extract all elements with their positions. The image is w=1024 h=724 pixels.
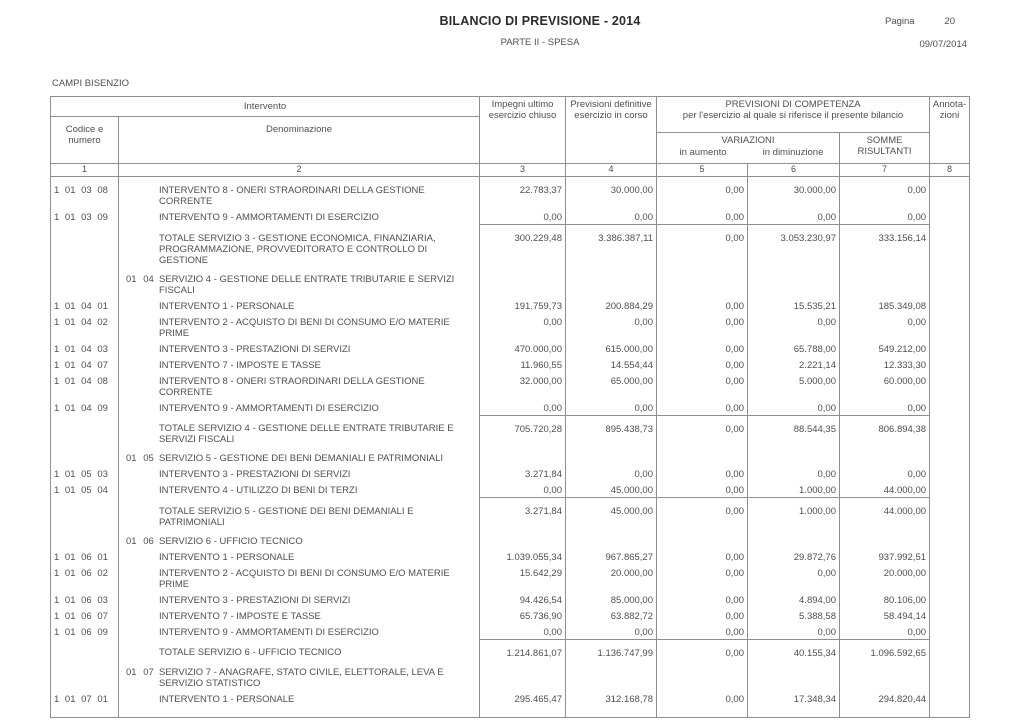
document-subtitle: PARTE II - SPESA [500, 37, 580, 48]
cell-value: 44.000,00 [840, 481, 930, 498]
header-variazioni-split [658, 147, 838, 158]
column-number-4: 4 [566, 164, 657, 177]
denominazione-text: INTERVENTO 1 - PERSONALE [159, 551, 295, 563]
cell-annotazioni [930, 623, 970, 640]
cell-value: 200.884,29 [566, 297, 657, 313]
denominazione-text: TOTALE SERVIZIO 4 - GESTIONE DELLE ENTRATE TRIBUTARIE E SERVIZI FISCALI [159, 423, 454, 445]
cell-value [748, 268, 840, 297]
cell-annotazioni [930, 177, 970, 209]
cell-value: 3.271,84 [480, 498, 566, 530]
cell-codice: 1 01 04 01 [51, 297, 119, 313]
cell-annotazioni [930, 548, 970, 564]
cell-value [748, 530, 840, 548]
cell-value: 20.000,00 [566, 564, 657, 591]
cell-annotazioni [930, 447, 970, 465]
cell-value: 0,00 [657, 481, 748, 498]
cell-value: 0,00 [566, 208, 657, 225]
cell-value: 3.271,84 [480, 465, 566, 481]
cell-value: 0,00 [657, 297, 748, 313]
cell-denominazione [119, 225, 480, 268]
cell-value: 15.642,29 [480, 564, 566, 591]
cell-value: 0,00 [480, 623, 566, 640]
cell-value: 967.865,27 [566, 548, 657, 564]
cell-annotazioni [930, 639, 970, 661]
cell-value [657, 661, 748, 690]
cell-value: 0,00 [748, 313, 840, 340]
cell-value: 0,00 [657, 639, 748, 661]
cell-value: 30.000,00 [748, 177, 840, 209]
cell-value: 0,00 [840, 177, 930, 209]
cell-value: 0,00 [657, 177, 748, 209]
table-row-intervento [51, 564, 970, 591]
header-intervento: Intervento [51, 97, 480, 117]
cell-value [840, 530, 930, 548]
column-number-6: 6 [748, 164, 840, 177]
cell-value: 14.554,44 [566, 356, 657, 372]
table-row-intervento [51, 356, 970, 372]
table-row-intervento [51, 399, 970, 416]
table-row-intervento [51, 177, 970, 209]
header-variazioni [657, 133, 840, 164]
header-annotazioni [930, 97, 970, 164]
column-number-5: 5 [657, 164, 748, 177]
cell-codice [51, 415, 119, 447]
column-number-1: 1 [51, 164, 119, 177]
cell-value: 0,00 [840, 465, 930, 481]
denominazione-text: INTERVENTO 1 - PERSONALE [159, 693, 295, 705]
cell-value: 15.535,21 [748, 297, 840, 313]
table-row-intervento [51, 297, 970, 313]
cell-value: 705.720,28 [480, 415, 566, 447]
denominazione-text: INTERVENTO 9 - AMMORTAMENTI DI ESERCIZIO [159, 626, 379, 638]
cell-value: 0,00 [748, 564, 840, 591]
cell-codice [51, 661, 119, 690]
cell-value: 0,00 [480, 208, 566, 225]
cell-value: 470.000,00 [480, 340, 566, 356]
cell-denominazione [119, 399, 480, 416]
cell-value: 0,00 [840, 399, 930, 416]
denominazione-text: SERVIZIO 4 - GESTIONE DELLE ENTRATE TRIBUTARIE E SERVIZI FISCALI [159, 273, 455, 296]
cell-annotazioni [930, 313, 970, 340]
cell-value: 2.221,14 [748, 356, 840, 372]
cell-denominazione [119, 623, 480, 640]
cell-denominazione [119, 530, 480, 548]
table-row-service [51, 530, 970, 548]
service-code: 01 04 [126, 273, 154, 285]
cell-denominazione [119, 548, 480, 564]
cell-codice: 1 01 04 08 [51, 372, 119, 399]
cell-value: 63.882,72 [566, 607, 657, 623]
cell-value: 20.000,00 [840, 564, 930, 591]
cell-value: 58.494,14 [840, 607, 930, 623]
cell-value: 806.894,38 [840, 415, 930, 447]
service-code: 01 05 [126, 453, 154, 464]
column-number-3: 3 [480, 164, 566, 177]
cell-denominazione [119, 498, 480, 530]
denominazione-text: INTERVENTO 9 - AMMORTAMENTI DI ESERCIZIO [159, 402, 379, 414]
header-impegni: Impegni ultimo esercizio chiuso [480, 97, 566, 164]
cell-annotazioni [930, 564, 970, 591]
table-row-intervento [51, 372, 970, 399]
cell-value: 0,00 [566, 399, 657, 416]
cell-value: 937.992,51 [840, 548, 930, 564]
header-annotazioni-line2: zioni [939, 110, 960, 121]
cell-codice: 1 01 05 03 [51, 465, 119, 481]
cell-value: 333.156,14 [840, 225, 930, 268]
table-row-service [51, 447, 970, 465]
cell-value: 5.000,00 [748, 372, 840, 399]
cell-value: 0,00 [657, 313, 748, 340]
cell-value: 3.053.230,97 [748, 225, 840, 268]
table-row-service [51, 661, 970, 690]
cell-codice: 1 01 03 08 [51, 177, 119, 209]
denominazione-text: INTERVENTO 3 - PRESTAZIONI DI SERVIZI [159, 343, 351, 355]
table-row-intervento [51, 465, 970, 481]
cell-value [748, 661, 840, 690]
cell-value: 44.000,00 [840, 498, 930, 530]
denominazione-text: INTERVENTO 7 - IMPOSTE E TASSE [159, 359, 321, 371]
cell-value: 65.000,00 [566, 372, 657, 399]
cell-value: 0,00 [657, 372, 748, 399]
cell-value [480, 661, 566, 690]
cell-value: 11.960,55 [480, 356, 566, 372]
cell-value: 32.000,00 [480, 372, 566, 399]
denominazione-text: INTERVENTO 3 - PRESTAZIONI DI SERVIZI [159, 469, 351, 480]
header-somme-line2: RISULTANTI [857, 146, 912, 157]
cell-value: 0,00 [657, 225, 748, 268]
cell-denominazione [119, 208, 480, 225]
cell-value: 295.465,47 [480, 690, 566, 718]
service-code: 01 06 [126, 535, 154, 547]
cell-denominazione [119, 356, 480, 372]
cell-value: 0,00 [840, 313, 930, 340]
cell-annotazioni [930, 268, 970, 297]
cell-value: 0,00 [657, 498, 748, 530]
cell-value: 45.000,00 [566, 481, 657, 498]
cell-denominazione [119, 372, 480, 399]
cell-value: 0,00 [657, 607, 748, 623]
cell-denominazione [119, 481, 480, 498]
cell-value: 88.544,35 [748, 415, 840, 447]
cell-value: 0,00 [657, 591, 748, 607]
header-codice-numero: Codice e numero [51, 117, 119, 164]
header-annotazioni-line1: Annota- [932, 99, 967, 110]
cell-value: 3.386.387,11 [566, 225, 657, 268]
cell-value: 0,00 [657, 356, 748, 372]
denominazione-text: INTERVENTO 8 - ONERI STRAORDINARI DELLA GESTIONE CORRENTE [159, 185, 425, 207]
cell-value [657, 268, 748, 297]
cell-annotazioni [930, 498, 970, 530]
cell-codice [51, 639, 119, 661]
cell-codice: 1 01 04 02 [51, 313, 119, 340]
denominazione-text: INTERVENTO 3 - PRESTAZIONI DI SERVIZI [159, 594, 351, 606]
cell-value: 185.349,08 [840, 297, 930, 313]
denominazione-text: SERVIZIO 7 - ANAGRAFE, STATO CIVILE, ELETTORALE, LEVA E SERVIZIO STATISTICO [159, 666, 444, 689]
cell-denominazione [119, 415, 480, 447]
cell-annotazioni [930, 356, 970, 372]
cell-annotazioni [930, 340, 970, 356]
table-row-service [51, 268, 970, 297]
denominazione-text: TOTALE SERVIZIO 6 - UFFICIO TECNICO [159, 647, 342, 658]
cell-codice: 1 01 07 01 [51, 690, 119, 718]
cell-codice [51, 447, 119, 465]
denominazione-text: SERVIZIO 5 - GESTIONE DEI BENI DEMANIALI E PATRIMONIALI [159, 453, 444, 464]
header-variazioni-label: VARIAZIONI [721, 135, 775, 146]
cell-codice: 1 01 06 03 [51, 591, 119, 607]
cell-codice: 1 01 06 07 [51, 607, 119, 623]
header-competenza-line2: per l'esercizio al quale si riferisce il presente bilancio [682, 110, 904, 121]
budget-table [50, 96, 970, 718]
cell-value: 17.348,34 [748, 690, 840, 718]
header-denominazione: Denominazione [119, 117, 480, 164]
header-previsioni: Previsioni definitive esercizio in corso [566, 97, 657, 164]
cell-value: 0,00 [480, 399, 566, 416]
table-row-total [51, 498, 970, 530]
column-numbers-row [51, 164, 970, 177]
cell-codice: 1 01 06 02 [51, 564, 119, 591]
cell-value: 1.000,00 [748, 481, 840, 498]
cell-value: 0,00 [657, 564, 748, 591]
cell-codice: 1 01 06 09 [51, 623, 119, 640]
column-number-8: 8 [930, 164, 970, 177]
cell-value: 85.000,00 [566, 591, 657, 607]
cell-value: 0,00 [657, 340, 748, 356]
column-number-2: 2 [119, 164, 480, 177]
cell-value: 0,00 [657, 208, 748, 225]
service-code: 01 07 [126, 666, 154, 678]
cell-value: 0,00 [748, 399, 840, 416]
cell-value: 0,00 [480, 481, 566, 498]
denominazione-text: INTERVENTO 4 - UTILIZZO DI BENI DI TERZI [159, 485, 358, 496]
cell-value: 22.783,37 [480, 177, 566, 209]
cell-codice: 1 01 05 04 [51, 481, 119, 498]
header-in-diminuzione: in diminuzione [762, 147, 824, 158]
cell-value: 40.155,34 [748, 639, 840, 661]
cell-value: 0,00 [748, 623, 840, 640]
table-header [51, 97, 970, 177]
cell-value: 0,00 [566, 465, 657, 481]
cell-codice [51, 530, 119, 548]
denominazione-text: INTERVENTO 8 - ONERI STRAORDINARI DELLA GESTIONE CORRENTE [159, 375, 425, 398]
cell-annotazioni [930, 372, 970, 399]
cell-value [566, 268, 657, 297]
denominazione-text: TOTALE SERVIZIO 3 - GESTIONE ECONOMICA, FINANZIARIA, PROGRAMMAZIONE, PROVVEDITORATO E CONTROLLO DI GESTIONE [159, 232, 436, 266]
cell-value: 1.039.055,34 [480, 548, 566, 564]
cell-value: 0,00 [480, 313, 566, 340]
cell-value: 615.000,00 [566, 340, 657, 356]
cell-value [657, 530, 748, 548]
header-competenza-line1: PREVISIONI DI COMPETENZA [725, 99, 861, 110]
document-header [115, 14, 965, 48]
cell-annotazioni [930, 530, 970, 548]
cell-value: 0,00 [657, 623, 748, 640]
cell-value [748, 447, 840, 465]
denominazione-text: INTERVENTO 2 - ACQUISTO DI BENI DI CONSUMO E/O MATERIE PRIME [159, 567, 450, 590]
cell-value: 4.894,00 [748, 591, 840, 607]
cell-denominazione [119, 690, 480, 718]
cell-annotazioni [930, 591, 970, 607]
cell-annotazioni [930, 607, 970, 623]
denominazione-text: INTERVENTO 1 - PERSONALE [159, 300, 295, 312]
cell-annotazioni [930, 297, 970, 313]
cell-value [480, 530, 566, 548]
cell-denominazione [119, 313, 480, 340]
cell-value: 0,00 [840, 208, 930, 225]
cell-annotazioni [930, 399, 970, 416]
cell-value [840, 447, 930, 465]
cell-codice: 1 01 04 03 [51, 340, 119, 356]
cell-denominazione [119, 591, 480, 607]
cell-annotazioni [930, 415, 970, 447]
cell-value: 312.168,78 [566, 690, 657, 718]
cell-value: 895.438,73 [566, 415, 657, 447]
cell-value: 0,00 [657, 690, 748, 718]
cell-codice [51, 225, 119, 268]
cell-codice [51, 268, 119, 297]
cell-value [657, 447, 748, 465]
table-row-intervento [51, 690, 970, 718]
cell-annotazioni [930, 690, 970, 718]
cell-value: 0,00 [657, 399, 748, 416]
table-row-intervento [51, 548, 970, 564]
page-info [885, 16, 955, 27]
cell-denominazione [119, 639, 480, 661]
cell-annotazioni [930, 465, 970, 481]
header-somme-risultanti [840, 133, 930, 164]
cell-denominazione [119, 268, 480, 297]
cell-value: 0,00 [657, 465, 748, 481]
cell-value: 12.333,30 [840, 356, 930, 372]
cell-value: 0,00 [566, 313, 657, 340]
cell-value [840, 661, 930, 690]
cell-value: 300.229,48 [480, 225, 566, 268]
cell-value [480, 268, 566, 297]
cell-annotazioni [930, 208, 970, 225]
cell-value: 294.820,44 [840, 690, 930, 718]
denominazione-text: INTERVENTO 7 - IMPOSTE E TASSE [159, 610, 321, 622]
cell-value [566, 661, 657, 690]
cell-value: 5.388,58 [748, 607, 840, 623]
cell-codice [51, 498, 119, 530]
cell-value: 60.000,00 [840, 372, 930, 399]
cell-value: 0,00 [657, 548, 748, 564]
report-date: 09/07/2014 [919, 39, 967, 50]
table-row-total [51, 639, 970, 661]
cell-value: 0,00 [748, 208, 840, 225]
table-row-intervento [51, 313, 970, 340]
cell-value: 30.000,00 [566, 177, 657, 209]
cell-codice: 1 01 06 01 [51, 548, 119, 564]
cell-denominazione [119, 661, 480, 690]
page-number: 20 [944, 16, 955, 27]
table-row-intervento [51, 623, 970, 640]
cell-value: 0,00 [657, 415, 748, 447]
cell-value [566, 447, 657, 465]
cell-value [840, 268, 930, 297]
table-row-intervento [51, 340, 970, 356]
cell-denominazione [119, 564, 480, 591]
cell-codice: 1 01 04 07 [51, 356, 119, 372]
cell-value: 45.000,00 [566, 498, 657, 530]
cell-value: 80.106,00 [840, 591, 930, 607]
cell-value: 65.736,90 [480, 607, 566, 623]
table-row-intervento [51, 591, 970, 607]
cell-annotazioni [930, 225, 970, 268]
cell-denominazione [119, 465, 480, 481]
header-somme-line1: SOMME [866, 135, 903, 146]
cell-denominazione [119, 607, 480, 623]
cell-annotazioni [930, 481, 970, 498]
cell-value: 1.000,00 [748, 498, 840, 530]
cell-value: 94.426,54 [480, 591, 566, 607]
table-body [51, 177, 970, 718]
cell-annotazioni [930, 661, 970, 690]
page-label: Pagina [885, 16, 915, 27]
table-row-total [51, 225, 970, 268]
column-number-7: 7 [840, 164, 930, 177]
cell-value: 0,00 [840, 623, 930, 640]
table-row-intervento [51, 208, 970, 225]
cell-value: 0,00 [566, 623, 657, 640]
cell-denominazione [119, 340, 480, 356]
denominazione-text: INTERVENTO 2 - ACQUISTO DI BENI DI CONSUMO E/O MATERIE PRIME [159, 316, 450, 339]
cell-value: 0,00 [748, 465, 840, 481]
cell-value: 1.136.747,99 [566, 639, 657, 661]
cell-value: 549.212,00 [840, 340, 930, 356]
cell-value: 65.788,00 [748, 340, 840, 356]
table-row-intervento [51, 607, 970, 623]
denominazione-text: TOTALE SERVIZIO 5 - GESTIONE DEI BENI DEMANIALI E PATRIMONIALI [159, 505, 414, 528]
cell-codice: 1 01 04 09 [51, 399, 119, 416]
table-row-total [51, 415, 970, 447]
cell-value: 1.096.592,65 [840, 639, 930, 661]
cell-codice: 1 01 03 09 [51, 208, 119, 225]
cell-value [566, 530, 657, 548]
cell-value [480, 447, 566, 465]
entity-name: CAMPI BISENZIO [52, 78, 130, 89]
cell-denominazione [119, 447, 480, 465]
denominazione-text: SERVIZIO 6 - UFFICIO TECNICO [159, 535, 303, 547]
cell-value: 29.872,76 [748, 548, 840, 564]
document-title: BILANCIO DI PREVISIONE - 2014 [439, 14, 641, 28]
denominazione-text: INTERVENTO 9 - AMMORTAMENTI DI ESERCIZIO [159, 212, 379, 223]
cell-denominazione [119, 177, 480, 209]
table-row-intervento [51, 481, 970, 498]
header-previsioni-competenza [657, 97, 930, 133]
cell-value: 1.214.861,07 [480, 639, 566, 661]
header-in-aumento: in aumento [679, 147, 727, 158]
cell-denominazione [119, 297, 480, 313]
cell-value: 191.759,73 [480, 297, 566, 313]
